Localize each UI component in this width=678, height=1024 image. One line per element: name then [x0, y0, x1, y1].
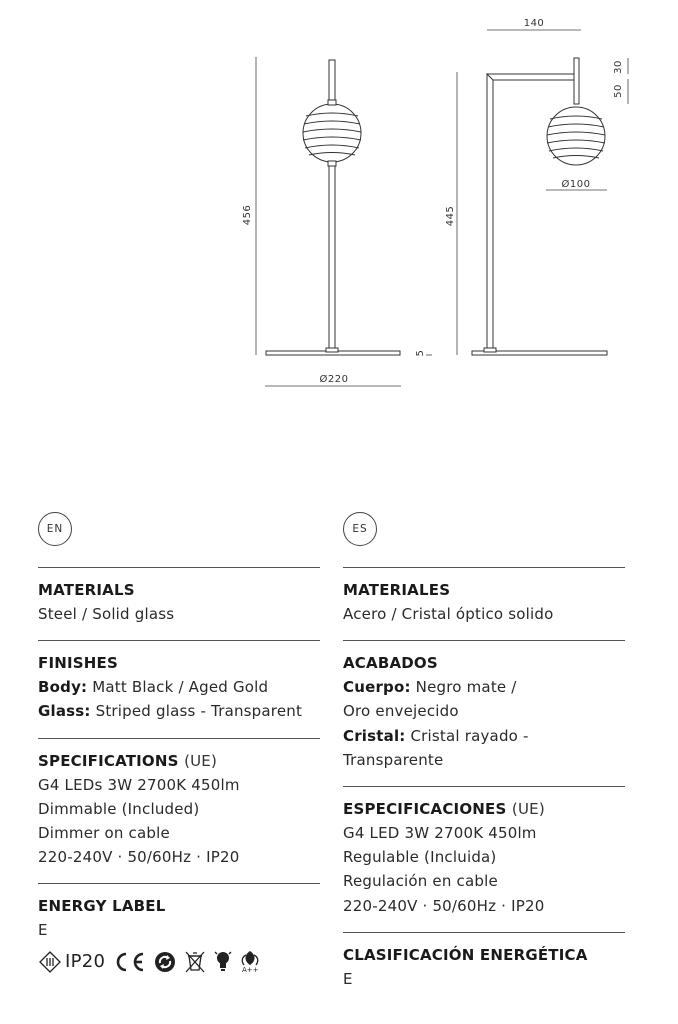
- materials-text: Steel / Solid glass: [38, 605, 175, 623]
- materials-title: MATERIALS: [38, 581, 135, 599]
- technical-drawing: [0, 0, 678, 470]
- certification-icons: [38, 949, 320, 975]
- acabados-title: ACABADOS: [343, 654, 438, 673]
- finish-body-label: Body:: [38, 678, 88, 697]
- english-column: [38, 512, 320, 975]
- spec-line: Regulación en cable: [343, 872, 498, 891]
- energy-label-title: ENERGY LABEL: [38, 897, 166, 916]
- spec-line: G4 LEDs 3W 2700K 450lm: [38, 775, 240, 794]
- eco-leaf-icon: [240, 950, 260, 974]
- led-bulb-icon: [213, 950, 233, 974]
- dim-globe-diameter: Ø100: [561, 179, 591, 190]
- finish-glass-value: Striped glass - Transparent: [95, 702, 303, 721]
- dim-base-diameter: Ø220: [319, 374, 349, 385]
- clasificacion-value: E: [343, 969, 353, 988]
- acabado-cristal-cont: Transparente: [343, 750, 444, 769]
- finishes-title: FINISHES: [38, 654, 118, 673]
- specifications-title-text: SPECIFICATIONS: [38, 751, 179, 770]
- lang-badge-es: ES: [343, 512, 377, 546]
- specifications-title: [38, 749, 320, 773]
- front-view-lamp: [266, 60, 400, 355]
- dim-base-thickness: 5: [415, 349, 426, 357]
- spec-line: Dimmable (Included): [38, 799, 200, 818]
- especificaciones-unit: (UE): [511, 800, 545, 819]
- materiales-section: [343, 567, 625, 640]
- finishes-section: [38, 640, 320, 737]
- dimension-lines: [256, 30, 628, 386]
- class-iii-icon: [38, 950, 62, 974]
- materiales-text: Acero / Cristal óptico solido: [343, 605, 554, 623]
- acabado-cuerpo-value: Negro mate /: [415, 678, 517, 697]
- spec-line: 220-240V · 50/60Hz · IP20: [343, 896, 545, 915]
- spec-line: Dimmer on cable: [38, 824, 170, 843]
- materiales-title: MATERIALES: [343, 581, 451, 599]
- clasificacion-title: CLASIFICACIÓN ENERGÉTICA: [343, 945, 588, 964]
- especificaciones-section: [343, 786, 625, 932]
- dim-total-height: 456: [242, 204, 253, 226]
- materials-section: [38, 567, 320, 640]
- acabado-cristal-value: Cristal rayado -: [410, 726, 529, 745]
- specifications-unit: (UE): [184, 751, 218, 770]
- clasificacion-section: [343, 932, 625, 991]
- lang-badge-en: EN: [38, 512, 72, 546]
- finish-body-value: Matt Black / Aged Gold: [92, 678, 269, 697]
- especificaciones-title-text: ESPECIFICACIONES: [343, 800, 507, 819]
- finish-glass-label: Glass:: [38, 702, 91, 721]
- side-view-lamp: [472, 58, 607, 355]
- spanish-column: [343, 512, 625, 991]
- ip-rating: IP20: [65, 951, 106, 973]
- energy-class-label: A++: [242, 965, 259, 974]
- finish-body: [38, 675, 320, 699]
- dim-arm-length: 140: [523, 18, 545, 29]
- spec-line: Regulable (Incluida): [343, 848, 497, 867]
- recycle-icon: [153, 950, 177, 974]
- energy-label-value: E: [38, 921, 48, 940]
- specifications-section: [38, 738, 320, 884]
- ce-mark-icon: [112, 950, 146, 974]
- acabado-cristal-label: Cristal:: [343, 726, 406, 745]
- spec-line: G4 LED 3W 2700K 450lm: [343, 824, 537, 843]
- acabado-cuerpo-label: Cuerpo:: [343, 678, 411, 697]
- acabado-cristal: [343, 724, 625, 748]
- acabado-cuerpo: [343, 675, 625, 699]
- energy-label-section: [38, 883, 320, 974]
- dim-top-offset: 30: [613, 60, 624, 74]
- weee-bin-icon: [184, 950, 206, 974]
- dim-drop: 50: [613, 84, 624, 98]
- spec-line: 220-240V · 50/60Hz · IP20: [38, 848, 240, 867]
- finish-glass: [38, 699, 320, 723]
- dim-height-to-arm: 445: [445, 205, 456, 227]
- acabados-section: [343, 640, 625, 786]
- especificaciones-title: [343, 797, 625, 821]
- acabado-cuerpo-cont: Oro envejecido: [343, 702, 459, 721]
